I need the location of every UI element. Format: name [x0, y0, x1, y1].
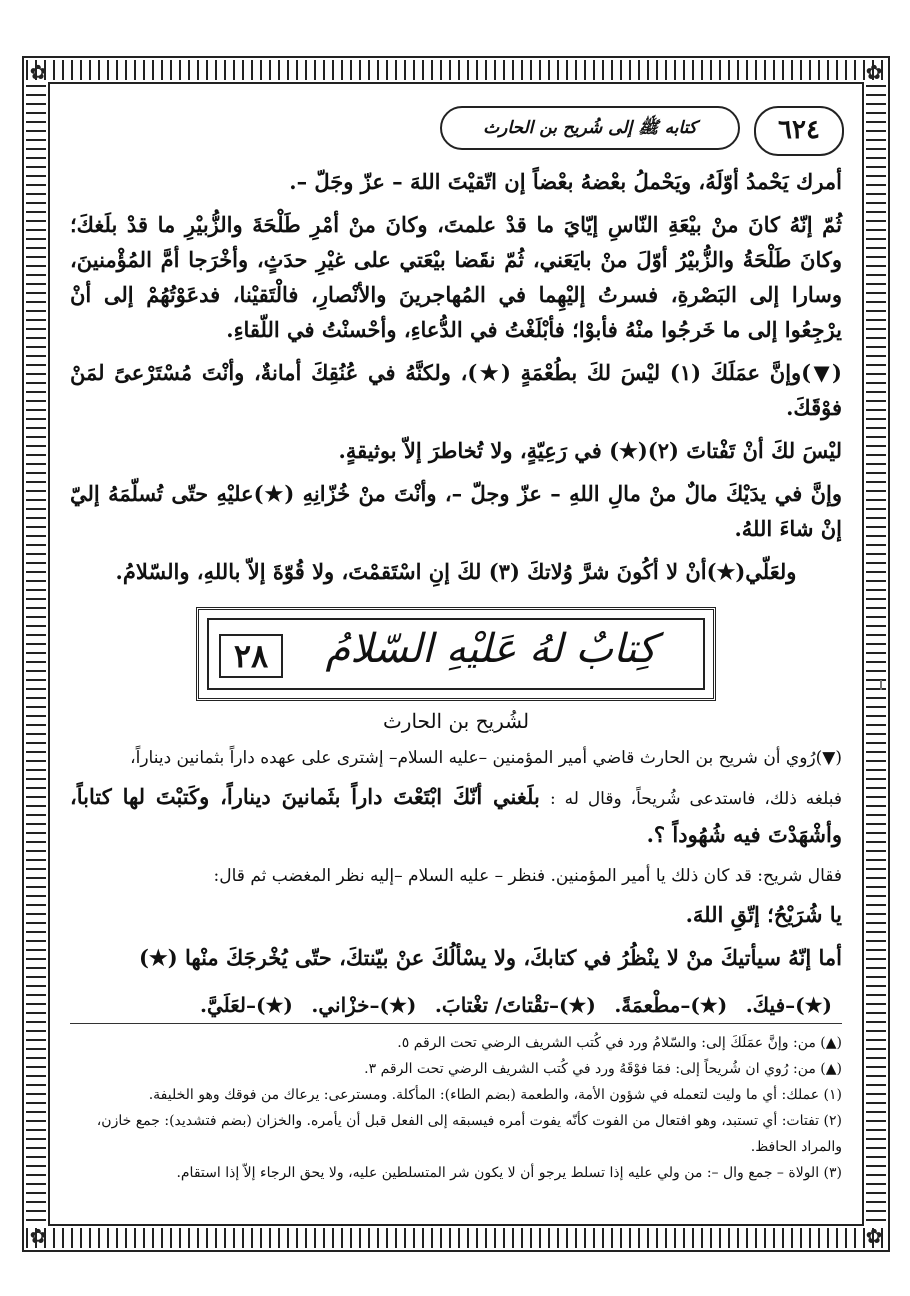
footnote: (▲) من: رُوي ان شُريحاً إلى: فمَا فوْقَهُ ورد في كُتب الشريف الرضي تحت الرقم ٣. [364, 1061, 842, 1077]
glossary-item: (★)–خزْاني. [311, 993, 417, 1017]
glossary-item: (★)–لعَلَيَّ. [200, 993, 293, 1017]
footnotes [70, 1030, 842, 1186]
narration-text [70, 779, 842, 853]
chapter-title: كِتابٌ لهُ عَليْهِ السّلامُ [325, 626, 657, 672]
footnote: (١) عملك: أي ما وليت لتعمله في شؤون الأمة، والطعمة (بضم الطاء): المأكلة. ومسترعى: يرعاك من فوقك وهو الخليفة. [148, 1087, 842, 1103]
page-number: ٦٢٤ [754, 106, 844, 156]
paragraph: ولعَلّي(★)أنْ لا أكُونَ شرَّ وُلاتكَ (٣) لكَ إنِ اسْتَقمْتَ، ولا قُوّةَ إلاّ باللهِ، والسّلامُ. [115, 559, 797, 584]
footnote: (٣) الولاة – جمع وال –: من ولي عليه إذا تسلط يرجو أن لا يكون شر المتسلطين عليه، ولا يحق الرجاء إلاّ إذا استقام. [176, 1165, 842, 1181]
footnote: (▲) من: وإنَّ عمَلَكَ إلى: والسّلامُ ورد في كُتب الشريف الرضي تحت الرقم ٥. [397, 1035, 842, 1051]
paragraph: (▼)وإنَّ عمَلَكَ (١) ليْسَ لكَ بطُعْمَةٍ (★)، ولكنَّهُ في عُنُقِكَ أمانةٌ، وأنْتَ مُسْتَرْعىً لمَنْ فوْقَكَ. [70, 360, 842, 420]
paragraph: وإنَّ في يدَيْكَ مالٌ منْ مالِ اللهِ – عزّ وجلّ –، وأنْتَ منْ خُزّانِهِ (★)عليْهِ حتّى تُسلّمَهُ إليّ إنْ شاءَ اللهُ. [70, 481, 842, 541]
footnote-divider [70, 1023, 842, 1024]
glossary-row [200, 993, 832, 1017]
flower-ornament-icon: ✿ [29, 60, 47, 84]
flower-ornament-icon: ✿ [865, 60, 883, 84]
running-title: كتابه ﷺ إلى شُريح بن الحارث [440, 106, 740, 150]
chapter-subtitle: لشُريح بن الحارث [382, 709, 530, 733]
paragraph: ليْسَ لكَ أنْ تَفْتاتَ (٢)(★) في رَعِيّةٍ، ولا تُخاطرَ إلاّ بوثيقةٍ. [338, 438, 842, 463]
glossary-item: (★)–تقْتاتَ/ تغْتابَ. [434, 993, 596, 1017]
glossary-item: (★)–فيكَ. [745, 993, 832, 1017]
flower-ornament-icon: ✿ [865, 1224, 883, 1248]
footnote: (٢) تفتات: أي تستبد، وهو افتعال من الفوت كأنّه يفوت أمره فيسبقه إلى الفعل قبل أن يأمره. والخزان (بضم فتشديد): جمع خازن، والمراد الحافظ. [96, 1113, 842, 1155]
glossary-item: (★)–مطْعمَةً. [614, 993, 728, 1017]
paragraph: أمرك يَحْمدُ أوّلَهُ، ويَحْملُ بعْضهُ بعْضاً إن اتّقيْتَ اللهَ – عزّ وجَلّ –. [289, 169, 842, 194]
quote-text: يا شُرَيْحُ؛ إتّقِ اللهَ. [685, 902, 842, 927]
page-content [60, 96, 852, 1190]
narration-text: فقال شريح: قد كان ذلك يا أمير المؤمنين. فنظر – عليه السلام –إليه نظر المغضب ثم قال: [213, 866, 842, 886]
chapter-heading-box [196, 607, 716, 701]
margin-mark [880, 680, 882, 690]
chapter-number: ٢٨ [219, 634, 283, 678]
flower-ornament-icon: ✿ [29, 1224, 47, 1248]
paragraph: ثُمّ إنّهُ كانَ منْ بيْعَةِ النّاسِ إيّايَ ما قدْ علمتَ، وكانَ منْ أمْرِ طَلْحَةَ والزُّبيْرِ ما قدْ بلَغكَ؛ وكانَ طَلْحَةُ والزُّبيْرُ أوّلَ منْ بايَعَني، ثُمّ نقَضا بيْعَتي على غيْرِ حدَثٍ، وأخْرَجا أمَّ المُؤْمنينَ، وسارا إلى البَصْرةِ، فسرتُ إليْهِما في المُهاجرينَ والأنْصارِ، فالْتَقيْنا، فدعَوْتُهُمْ إلى أنْ يرْجِعُوا إلى ما خَرجُوا منْهُ فأبوْا؛ فأبْلَغْتُ في الدُّعاءِ، وأحْسنْتُ في اللّقاءِ. [70, 212, 842, 342]
quote-text: أما إنّهُ سيأتيكَ منْ لا ينْظُرُ في كتابكَ، ولا يسْألُكَ عنْ بيّنتكَ، حتّى يُخْرجَكَ منْها (★) [139, 945, 842, 970]
narration-intro: فبلغه ذلك، فاستدعى شُريحاً، وقال له : [550, 789, 842, 809]
narration-text: (▼)رُوي أن شريح بن الحارث قاضي أمير المؤمنين –عليه السلام– إشترى على عهده داراً بثمانين ديناراً، [130, 748, 842, 768]
quote-text: بلَغني أنّكَ ابْتَعْتَ داراً بثَمانينَ ديناراً، وكَتبْتَ لها كتاباً، وأشْهَدْتَ فيه شُهُوداً ؟. [70, 784, 842, 847]
chapter-heading-inner [207, 618, 705, 690]
page-header [60, 96, 852, 158]
